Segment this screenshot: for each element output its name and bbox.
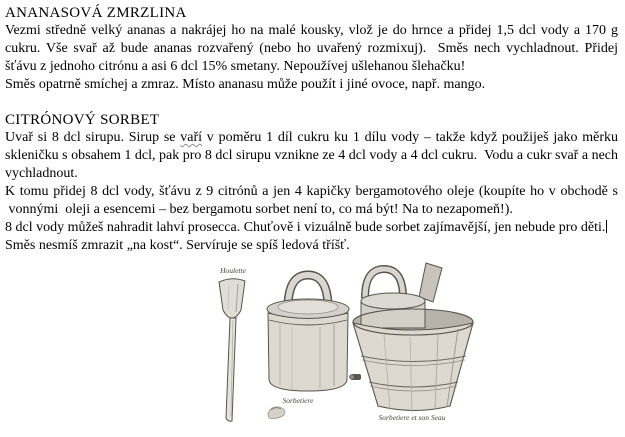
paragraph-text: 8 dcl vody můžeš nahradit lahví prosecca. Chuťově i vizuálně bude sorbet zajímavější, jen nebude pro děti. xyxy=(5,220,606,235)
engraving-illustration xyxy=(188,260,488,432)
spellcheck-underlined-word: vaří xyxy=(180,130,203,145)
recipe2-paragraph-4: Směs nesmíš zmrazit „na kost“. Servíruje se spíš ledová tříšť. xyxy=(5,238,350,253)
sorbetiere-and-bucket xyxy=(350,263,473,422)
recipe1-paragraph-2: Směs opatrně smíchej a zmraz. Místo ananasu může použít i jiné ovoce, např. mango. xyxy=(5,77,486,92)
recipe2-paragraph-3 xyxy=(5,219,618,237)
recipe2-paragraph-1 xyxy=(5,129,618,183)
recipe1-paragraph-1: Vezmi středně velký ananas a nakrájej ho na malé kousky, vlož je do hrnce a přidej 1,5 dcl vody a 170 g cukru. Vše svař až bude ananas rozvařený (nebo ho uvařený rozmixuj). Směs nech vychladnout. Přidej šťávu z jednoho citrónu a asi 6 dcl 15% smetany. Nepoužívej ušlehanou šlehačku! xyxy=(5,23,618,74)
recipe2-heading: CITRÓNOVÝ SORBET xyxy=(5,112,160,128)
engraving-fragment xyxy=(268,407,285,419)
text-cursor xyxy=(606,220,607,233)
sorbetiere-canister xyxy=(267,275,349,405)
paragraph-text: v poměru 1 díl cukru ku 1 dílu vody – takže když použiješ jako měrku skleničku s obsahem 1 dcl, pak pro 8 dcl sirupu vznikne ze 4 dcl vody a 4 dcl cukru. Vodu a cukr svař a nech vychladnout. xyxy=(5,130,618,181)
sorbetiere-engraving xyxy=(188,260,488,432)
houlette-label: Houlette xyxy=(220,266,246,275)
sorbetiere-label: Sorbetiere xyxy=(282,396,314,405)
sorbetiere-seau-label: Sorbetiere et son Seau xyxy=(378,413,446,422)
recipe1-heading: ANANASOVÁ ZMRZLINA xyxy=(5,5,187,21)
paragraph-text: Uvař si 8 dcl sirupu. Sirup se xyxy=(5,130,181,145)
recipe2-paragraph-2: K tomu přidej 8 dcl vody, šťávu z 9 citrónů a jen 4 kapičky bergamotového oleje (koupíte ho v obchodě s vonnými oleji a esencemi – bez bergamotu sorbet není to, co má být! Na to nezapomeň!). xyxy=(5,184,618,217)
houlette-paddle xyxy=(219,266,247,421)
